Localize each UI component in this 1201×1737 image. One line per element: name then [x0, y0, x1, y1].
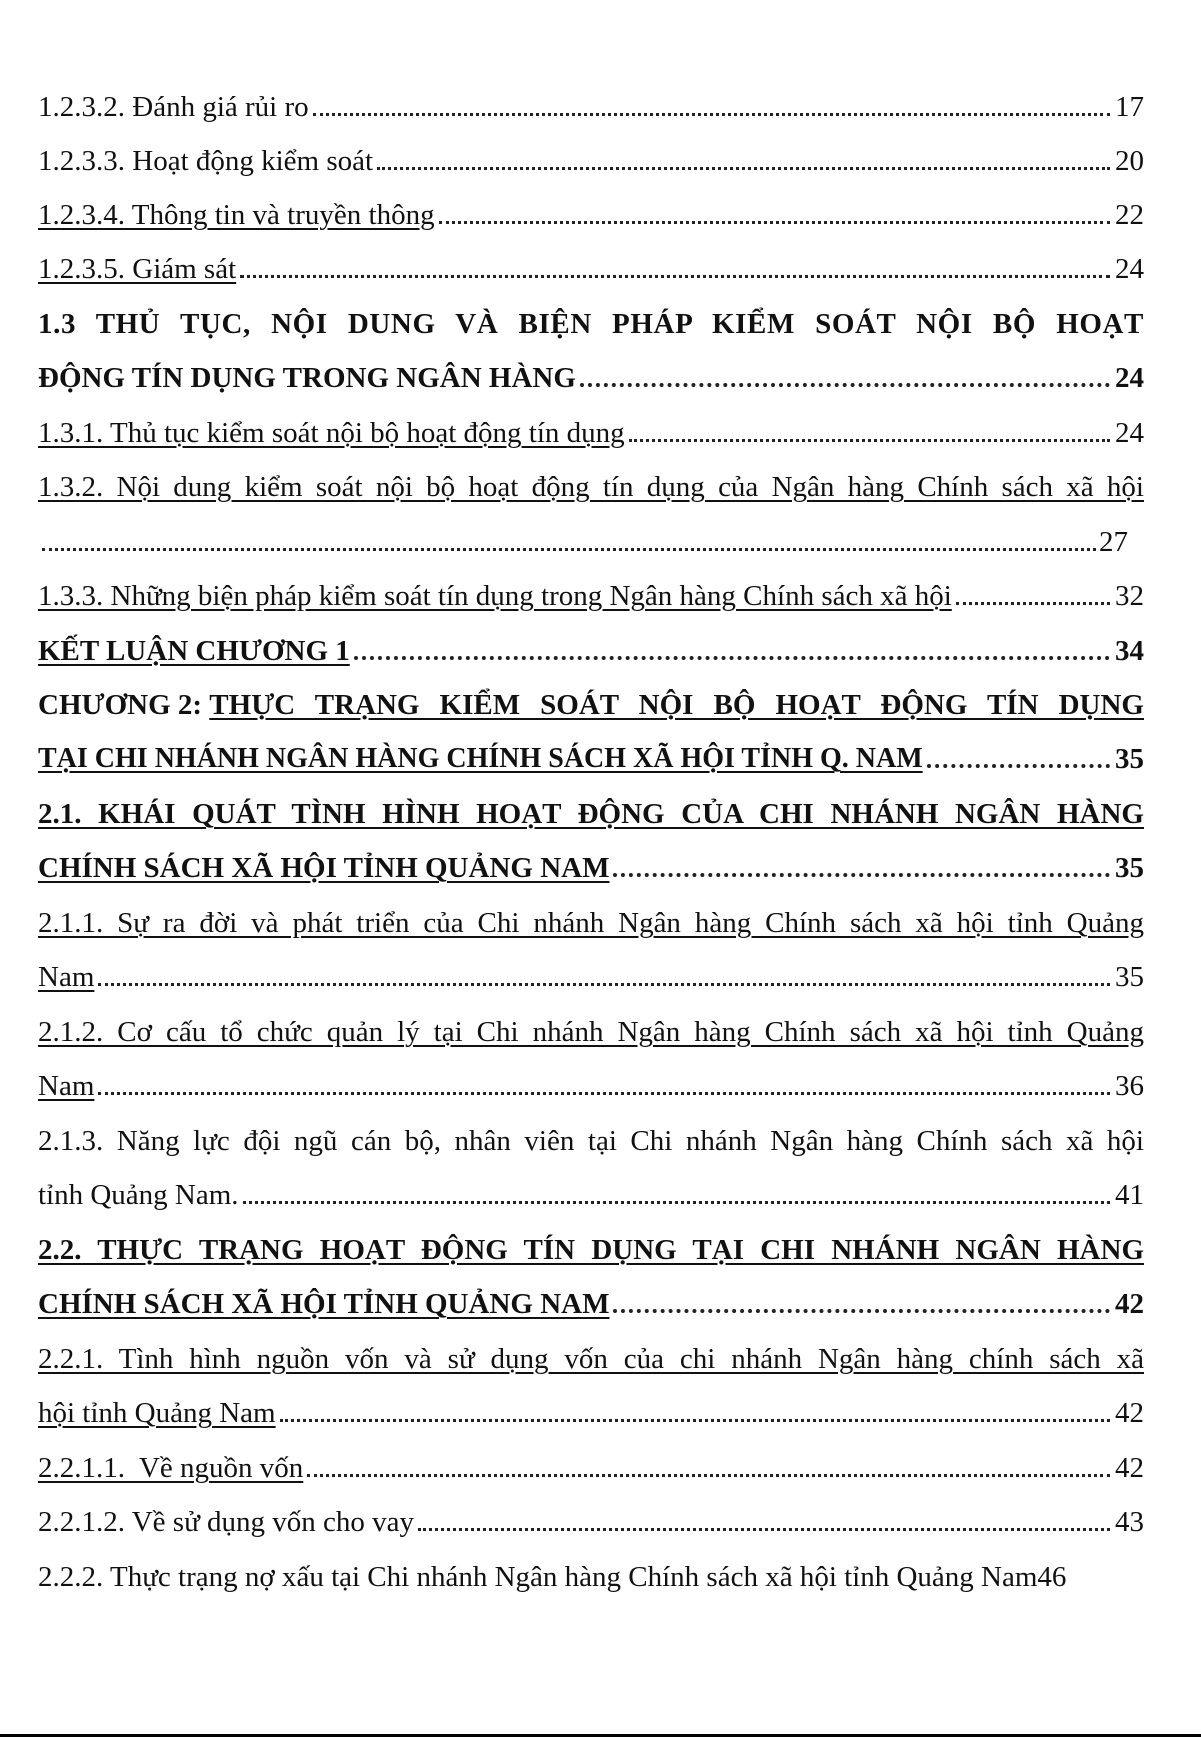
toc-entry	[38, 952, 1144, 994]
toc-page-number: 42	[1115, 1397, 1144, 1429]
toc-page-number: 35	[1115, 852, 1144, 884]
dot-leader	[613, 873, 1110, 877]
toc-entry-heading	[38, 1279, 1144, 1321]
toc-entry-title: 2.2. THỰC TRẠNG HOẠT ĐỘNG TÍN DỤNG TẠI CHI NHÁNH NGÂN HÀNG	[38, 1234, 1144, 1266]
toc-page-number: 24	[1115, 417, 1144, 449]
dot-leader	[927, 764, 1110, 768]
toc-page-number: 24	[1115, 362, 1144, 394]
dot-leader	[280, 1419, 1110, 1422]
toc-page-number: 17	[1115, 91, 1144, 123]
dot-leader	[240, 275, 1110, 278]
dot-leader	[418, 1528, 1110, 1531]
toc-entry	[38, 1170, 1144, 1212]
dot-leader	[956, 602, 1110, 605]
toc-entry-title: 2.1.1. Sự ra đời và phát triển của Chi nhánh Ngân hàng Chính sách xã hội tỉnh Quảng	[38, 907, 1144, 939]
toc-entry-title: ĐỘNG TÍN DỤNG TRONG NGÂN HÀNG	[38, 362, 576, 394]
toc-entry	[38, 408, 1144, 450]
dot-leader	[354, 656, 1110, 660]
toc-entry-title: Nam	[38, 1070, 95, 1102]
toc-entry-title: tỉnh Quảng Nam.	[38, 1179, 239, 1211]
toc-entry-title: 1.3.1. Thủ tục kiểm soát nội bộ hoạt động tín dụng	[38, 417, 625, 449]
toc-page-number: 20	[1115, 145, 1144, 177]
toc-entry-heading	[38, 1225, 1144, 1267]
dot-leader	[98, 1092, 1110, 1095]
toc-entry-title: 2.1.2. Cơ cấu tổ chức quản lý tại Chi nhánh Ngân hàng Chính sách xã hội tỉnh Quảng	[38, 1016, 1144, 1048]
toc-page-number: 42	[1115, 1452, 1144, 1484]
toc-page-number: 22	[1115, 199, 1144, 231]
toc-entry	[38, 1061, 1144, 1103]
toc-entry	[38, 190, 1144, 232]
toc-page-number: 32	[1115, 580, 1144, 612]
toc-entry-heading	[38, 843, 1144, 885]
toc-entry	[38, 244, 1144, 286]
toc-page-number: 43	[1115, 1506, 1144, 1538]
toc-entry-title: 2.2.1. Tình hình nguồn vốn và sử dụng vốn của chi nhánh Ngân hàng chính sách xã	[38, 1343, 1144, 1375]
toc-entry	[38, 82, 1144, 124]
toc-entry-title: 1.3.3. Những biện pháp kiểm soát tín dụng trong Ngân hàng Chính sách xã hội	[38, 580, 952, 612]
toc-entry-title: 1.3.2. Nội dung kiểm soát nội bộ hoạt động tín dụng của Ngân hàng Chính sách xã hội	[38, 471, 1144, 503]
toc-entry	[38, 571, 1144, 613]
toc-entry-heading	[38, 626, 1144, 668]
dot-leader	[613, 1309, 1110, 1313]
toc-entry-title: 2.2.1.1. Về nguồn vốn	[38, 1452, 304, 1484]
toc-entry-heading	[38, 299, 1144, 341]
toc-entry-heading	[38, 734, 1144, 776]
toc-page-number: 35	[1115, 743, 1144, 775]
dot-leader	[98, 983, 1110, 986]
toc-entry-title: 1.2.3.5. Giám sát	[38, 253, 237, 285]
toc-entry-title: 1.2.3.2. Đánh giá rủi ro	[38, 91, 309, 123]
toc-entry	[38, 898, 1144, 940]
toc-entry	[38, 136, 1144, 178]
dot-leader	[42, 548, 1096, 551]
toc-entry-title	[38, 688, 1144, 722]
dot-leader	[377, 167, 1110, 170]
toc-page-number: 41	[1115, 1179, 1144, 1211]
toc-page-number: 27	[1099, 526, 1128, 558]
toc-entry-title: 2.2.2. Thực trạng nợ xấu tại Chi nhánh Ngân hàng Chính sách xã hội tỉnh Quảng Nam46	[38, 1561, 1067, 1593]
toc-entry	[38, 1443, 1144, 1485]
dot-leader	[313, 113, 1110, 116]
toc-entry-title: CHÍNH SÁCH XÃ HỘI TỈNH QUẢNG NAM	[38, 852, 610, 884]
toc-entry	[38, 1388, 1144, 1430]
toc-entry-heading	[38, 353, 1144, 395]
toc-entry-title: 1.2.3.4. Thông tin và truyền thông	[38, 199, 435, 231]
toc-entry-title: TẠI CHI NHÁNH NGÂN HÀNG CHÍNH SÁCH XÃ HỘI TỈNH Q. NAM	[38, 743, 923, 774]
dot-leader	[439, 221, 1110, 224]
toc-page-number: 24	[1115, 253, 1144, 285]
toc-page-number: 36	[1115, 1070, 1144, 1102]
toc-entry-title: 1.3 THỦ TỤC, NỘI DUNG VÀ BIỆN PHÁP KIỂM SOÁT NỘI BỘ HOẠT	[38, 308, 1144, 340]
toc-entry-title: Nam	[38, 961, 95, 993]
toc-entry	[38, 1116, 1144, 1158]
toc-entry	[38, 1007, 1144, 1049]
chapter-title: THỰC TRẠNG KIỂM SOÁT NỘI BỘ HOẠT ĐỘNG TÍN DỤNG	[209, 689, 1144, 721]
toc-entry	[38, 517, 1144, 559]
chapter-prefix: CHƯƠNG 2:	[38, 689, 210, 721]
dot-leader	[307, 1474, 1110, 1477]
toc-entry	[38, 1497, 1144, 1539]
toc-entry-heading	[38, 680, 1144, 722]
toc-entry	[38, 1552, 1163, 1594]
toc-entry-title: 2.1. KHÁI QUÁT TÌNH HÌNH HOẠT ĐỘNG CỦA CHI NHÁNH NGÂN HÀNG	[38, 798, 1144, 830]
toc-entry-title: CHÍNH SÁCH XÃ HỘI TỈNH QUẢNG NAM	[38, 1288, 610, 1320]
toc-page-number: 35	[1115, 961, 1144, 993]
toc-entry-title: KẾT LUẬN CHƯƠNG 1	[38, 635, 350, 667]
toc-page-number: 34	[1115, 635, 1144, 667]
toc-entry-title: hội tỉnh Quảng Nam	[38, 1397, 276, 1429]
toc-page-number: 42	[1115, 1288, 1144, 1320]
toc-entry	[38, 1334, 1144, 1376]
toc-entry-title: 2.1.3. Năng lực đội ngũ cán bộ, nhân viên tại Chi nhánh Ngân hàng Chính sách xã hội	[38, 1125, 1144, 1157]
toc-entry-heading	[38, 789, 1144, 831]
toc-entry	[38, 462, 1144, 504]
toc-entry-title: 1.2.3.3. Hoạt động kiểm soát	[38, 145, 374, 177]
toc-entry-title: 2.2.1.2. Về sử dụng vốn cho vay	[38, 1506, 415, 1538]
dot-leader	[243, 1201, 1110, 1204]
dot-leader	[580, 383, 1110, 387]
dot-leader	[629, 439, 1110, 442]
